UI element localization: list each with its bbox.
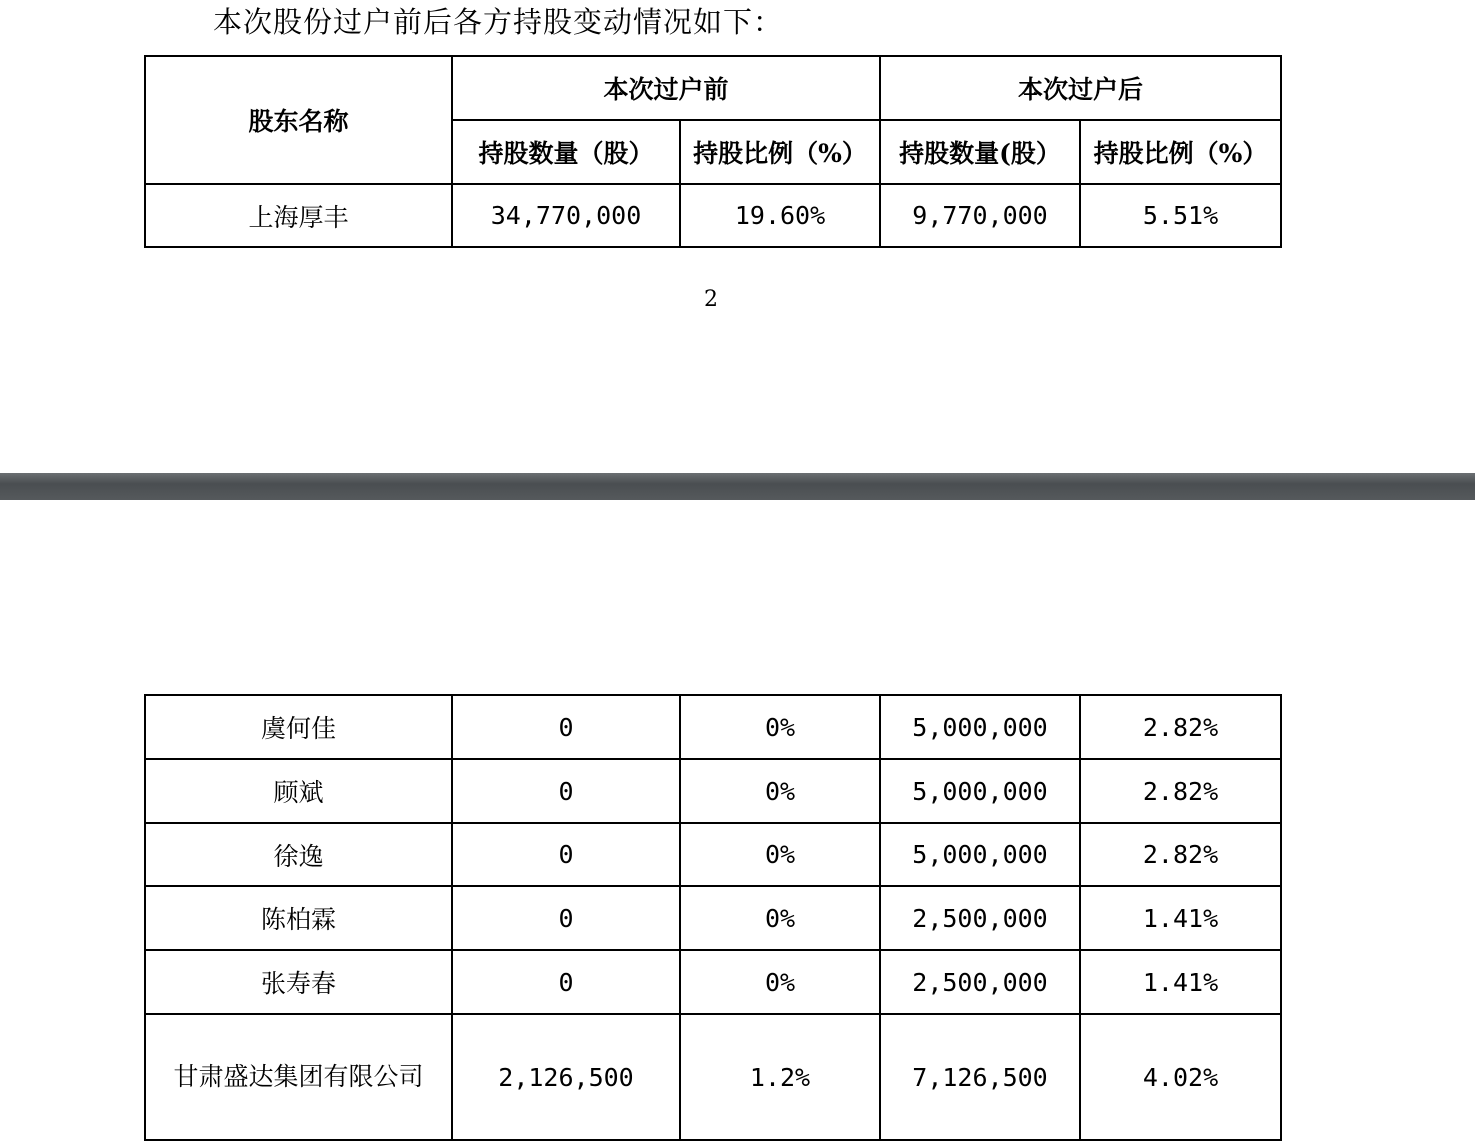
shares-after: 7,126,500 [880,1014,1080,1140]
shares-before: 0 [452,695,680,759]
shareholding-table-part-1 [144,55,1282,248]
shareholder-name: 陈柏霖 [145,886,452,950]
ratio-before: 0% [680,950,880,1014]
ratio-after: 2.82% [1080,695,1281,759]
table-row [145,823,1281,886]
shares-before: 2,126,500 [452,1014,680,1140]
table-row [145,886,1281,950]
table-row [145,695,1281,759]
shares-after: 5,000,000 [880,759,1080,823]
shareholder-name: 顾斌 [145,759,452,823]
shares-before: 0 [452,950,680,1014]
table-row [145,759,1281,823]
ratio-after: 5.51% [1080,184,1281,247]
ratio-after: 1.41% [1080,950,1281,1014]
header-before-transfer: 本次过户前 [452,56,880,120]
shareholding-table-part-2 [144,694,1282,1141]
ratio-before: 0% [680,759,880,823]
ratio-after: 1.41% [1080,886,1281,950]
header-shares-before: 持股数量（股） [452,120,680,184]
shareholder-name: 虞何佳 [145,695,452,759]
shares-before: 0 [452,886,680,950]
shares-after: 5,000,000 [880,823,1080,886]
ratio-before: 0% [680,886,880,950]
shares-before: 0 [452,759,680,823]
shares-after: 9,770,000 [880,184,1080,247]
table-row [145,950,1281,1014]
header-ratio-after: 持股比例（%） [1080,120,1281,184]
ratio-after: 4.02% [1080,1014,1281,1140]
shares-after: 2,500,000 [880,886,1080,950]
ratio-before: 1.2% [680,1014,880,1140]
ratio-before: 19.60% [680,184,880,247]
header-shareholder-name: 股东名称 [145,56,452,184]
shareholder-name: 甘肃盛达集团有限公司 [145,1014,452,1140]
document-page-1 [0,0,1475,473]
page-number: 2 [704,287,718,312]
header-shares-after: 持股数量(股） [880,120,1080,184]
ratio-after: 2.82% [1080,759,1281,823]
ratio-before: 0% [680,823,880,886]
shareholder-name: 徐逸 [145,823,452,886]
table-row [145,184,1281,247]
page-separator [0,473,1475,500]
shares-before: 34,770,000 [452,184,680,247]
ratio-after: 2.82% [1080,823,1281,886]
header-after-transfer: 本次过户后 [880,56,1281,120]
header-ratio-before: 持股比例（%） [680,120,880,184]
shareholder-name: 上海厚丰 [145,184,452,247]
shares-before: 0 [452,823,680,886]
ratio-before: 0% [680,695,880,759]
shareholder-name: 张寿春 [145,950,452,1014]
table-row [145,1014,1281,1140]
intro-paragraph: 本次股份过户前后各方持股变动情况如下： [213,5,784,39]
shares-after: 5,000,000 [880,695,1080,759]
shares-after: 2,500,000 [880,950,1080,1014]
